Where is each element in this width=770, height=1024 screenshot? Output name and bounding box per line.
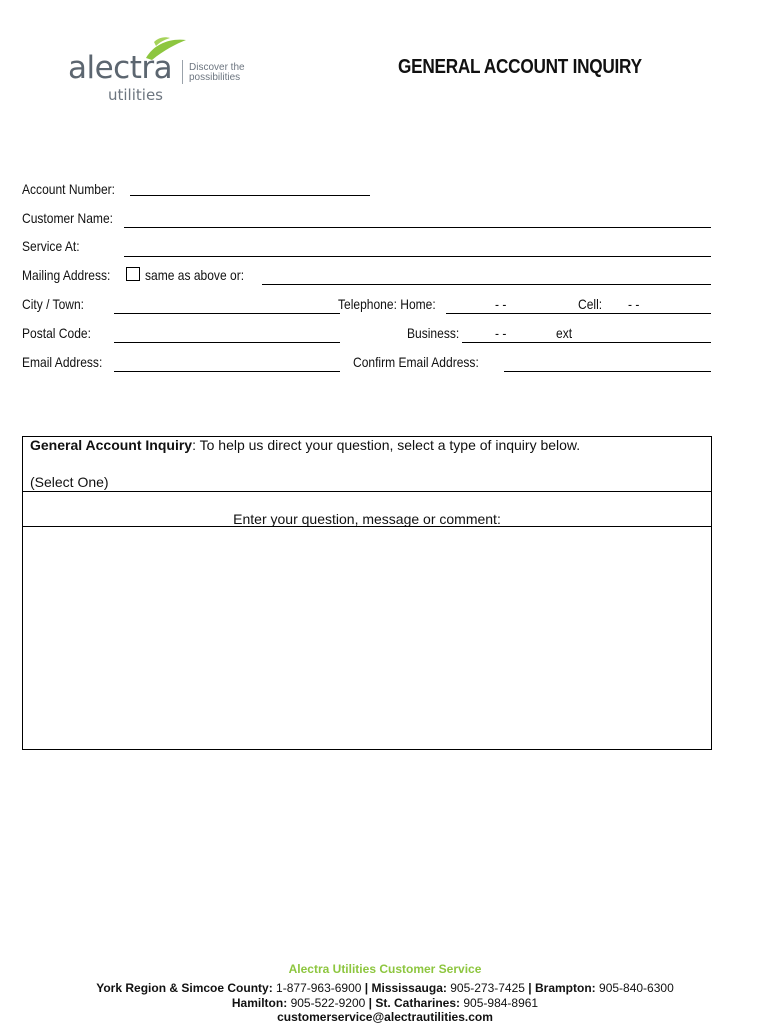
- telephone-home-label: Telephone: Home:: [338, 296, 436, 312]
- customer-name-label: Customer Name:: [22, 210, 113, 226]
- footer-phones-line-1: [0, 981, 770, 995]
- confirm-email-field[interactable]: [504, 371, 711, 372]
- york-phone: 1-877-963-6900: [276, 981, 362, 995]
- mailing-address-label: Mailing Address:: [22, 267, 111, 283]
- footer-service-title: Alectra Utilities Customer Service: [288, 962, 482, 976]
- account-number-label: Account Number:: [22, 181, 116, 197]
- service-at-field[interactable]: [124, 256, 711, 257]
- customer-name-field[interactable]: [124, 227, 711, 228]
- footer-separator: |: [364, 981, 369, 995]
- footer-phones-line-2: [0, 996, 770, 1010]
- select-one-dropdown[interactable]: (Select One): [30, 474, 109, 490]
- city-town-field[interactable]: [114, 313, 340, 314]
- logo-wordmark: alectra: [68, 50, 173, 86]
- same-as-above-checkbox[interactable]: [126, 267, 140, 281]
- st-catharines-phone: 905-984-8961: [463, 996, 539, 1010]
- home-phone-separators: - -: [495, 296, 507, 312]
- city-town-label: City / Town:: [22, 296, 85, 312]
- business-phone-separators: - -: [495, 325, 507, 341]
- st-catharines-label: St. Catharines:: [375, 996, 461, 1010]
- logo-subword: utilities: [108, 86, 163, 104]
- message-prompt: Enter your question, message or comment:: [233, 511, 501, 527]
- brampton-label: Brampton:: [535, 981, 596, 995]
- postal-code-field[interactable]: [114, 342, 340, 343]
- email-address-field[interactable]: [114, 371, 340, 372]
- inquiry-heading-bold: General Account Inquiry: [30, 437, 193, 453]
- inquiry-divider-1: [22, 491, 712, 492]
- cell-label: Cell:: [578, 296, 603, 312]
- mississauga-label: Mississauga:: [371, 981, 447, 995]
- form-title: GENERAL ACCOUNT INQUIRY: [398, 56, 642, 78]
- footer-separator: |: [528, 981, 532, 995]
- confirm-email-label: Confirm Email Address:: [353, 354, 479, 370]
- mississauga-phone: 905-273-7425: [450, 981, 525, 995]
- york-label: York Region & Simcoe County:: [96, 981, 273, 995]
- footer-email-link[interactable]: customerservice@alectrautilities.com: [277, 1010, 493, 1024]
- mailing-address-field[interactable]: [262, 284, 711, 285]
- hamilton-label: Hamilton:: [231, 996, 288, 1010]
- postal-code-label: Postal Code:: [22, 325, 91, 341]
- footer-separator: |: [368, 996, 372, 1010]
- cell-phone-separators: - -: [628, 296, 640, 312]
- business-phone-label: Business:: [407, 325, 460, 341]
- inquiry-heading: [30, 437, 580, 453]
- brampton-phone: 905-840-6300: [599, 981, 674, 995]
- business-phone-field[interactable]: [462, 342, 711, 343]
- message-textarea[interactable]: [23, 527, 709, 747]
- hamilton-phone: 905-522-9200: [290, 996, 366, 1010]
- logo-tagline-2: possibilities: [189, 72, 241, 83]
- extension-label: ext: [556, 325, 573, 341]
- logo-divider: [182, 60, 183, 84]
- inquiry-heading-text: : To help us direct your question, select a type of inquiry below.: [192, 437, 581, 453]
- account-number-field[interactable]: [130, 195, 370, 196]
- same-as-above-label: same as above or:: [145, 267, 245, 283]
- email-address-label: Email Address:: [22, 354, 103, 370]
- service-at-label: Service At:: [22, 238, 80, 254]
- logo-tagline-1: Discover the: [189, 62, 245, 73]
- telephone-home-cell-field[interactable]: [446, 313, 711, 314]
